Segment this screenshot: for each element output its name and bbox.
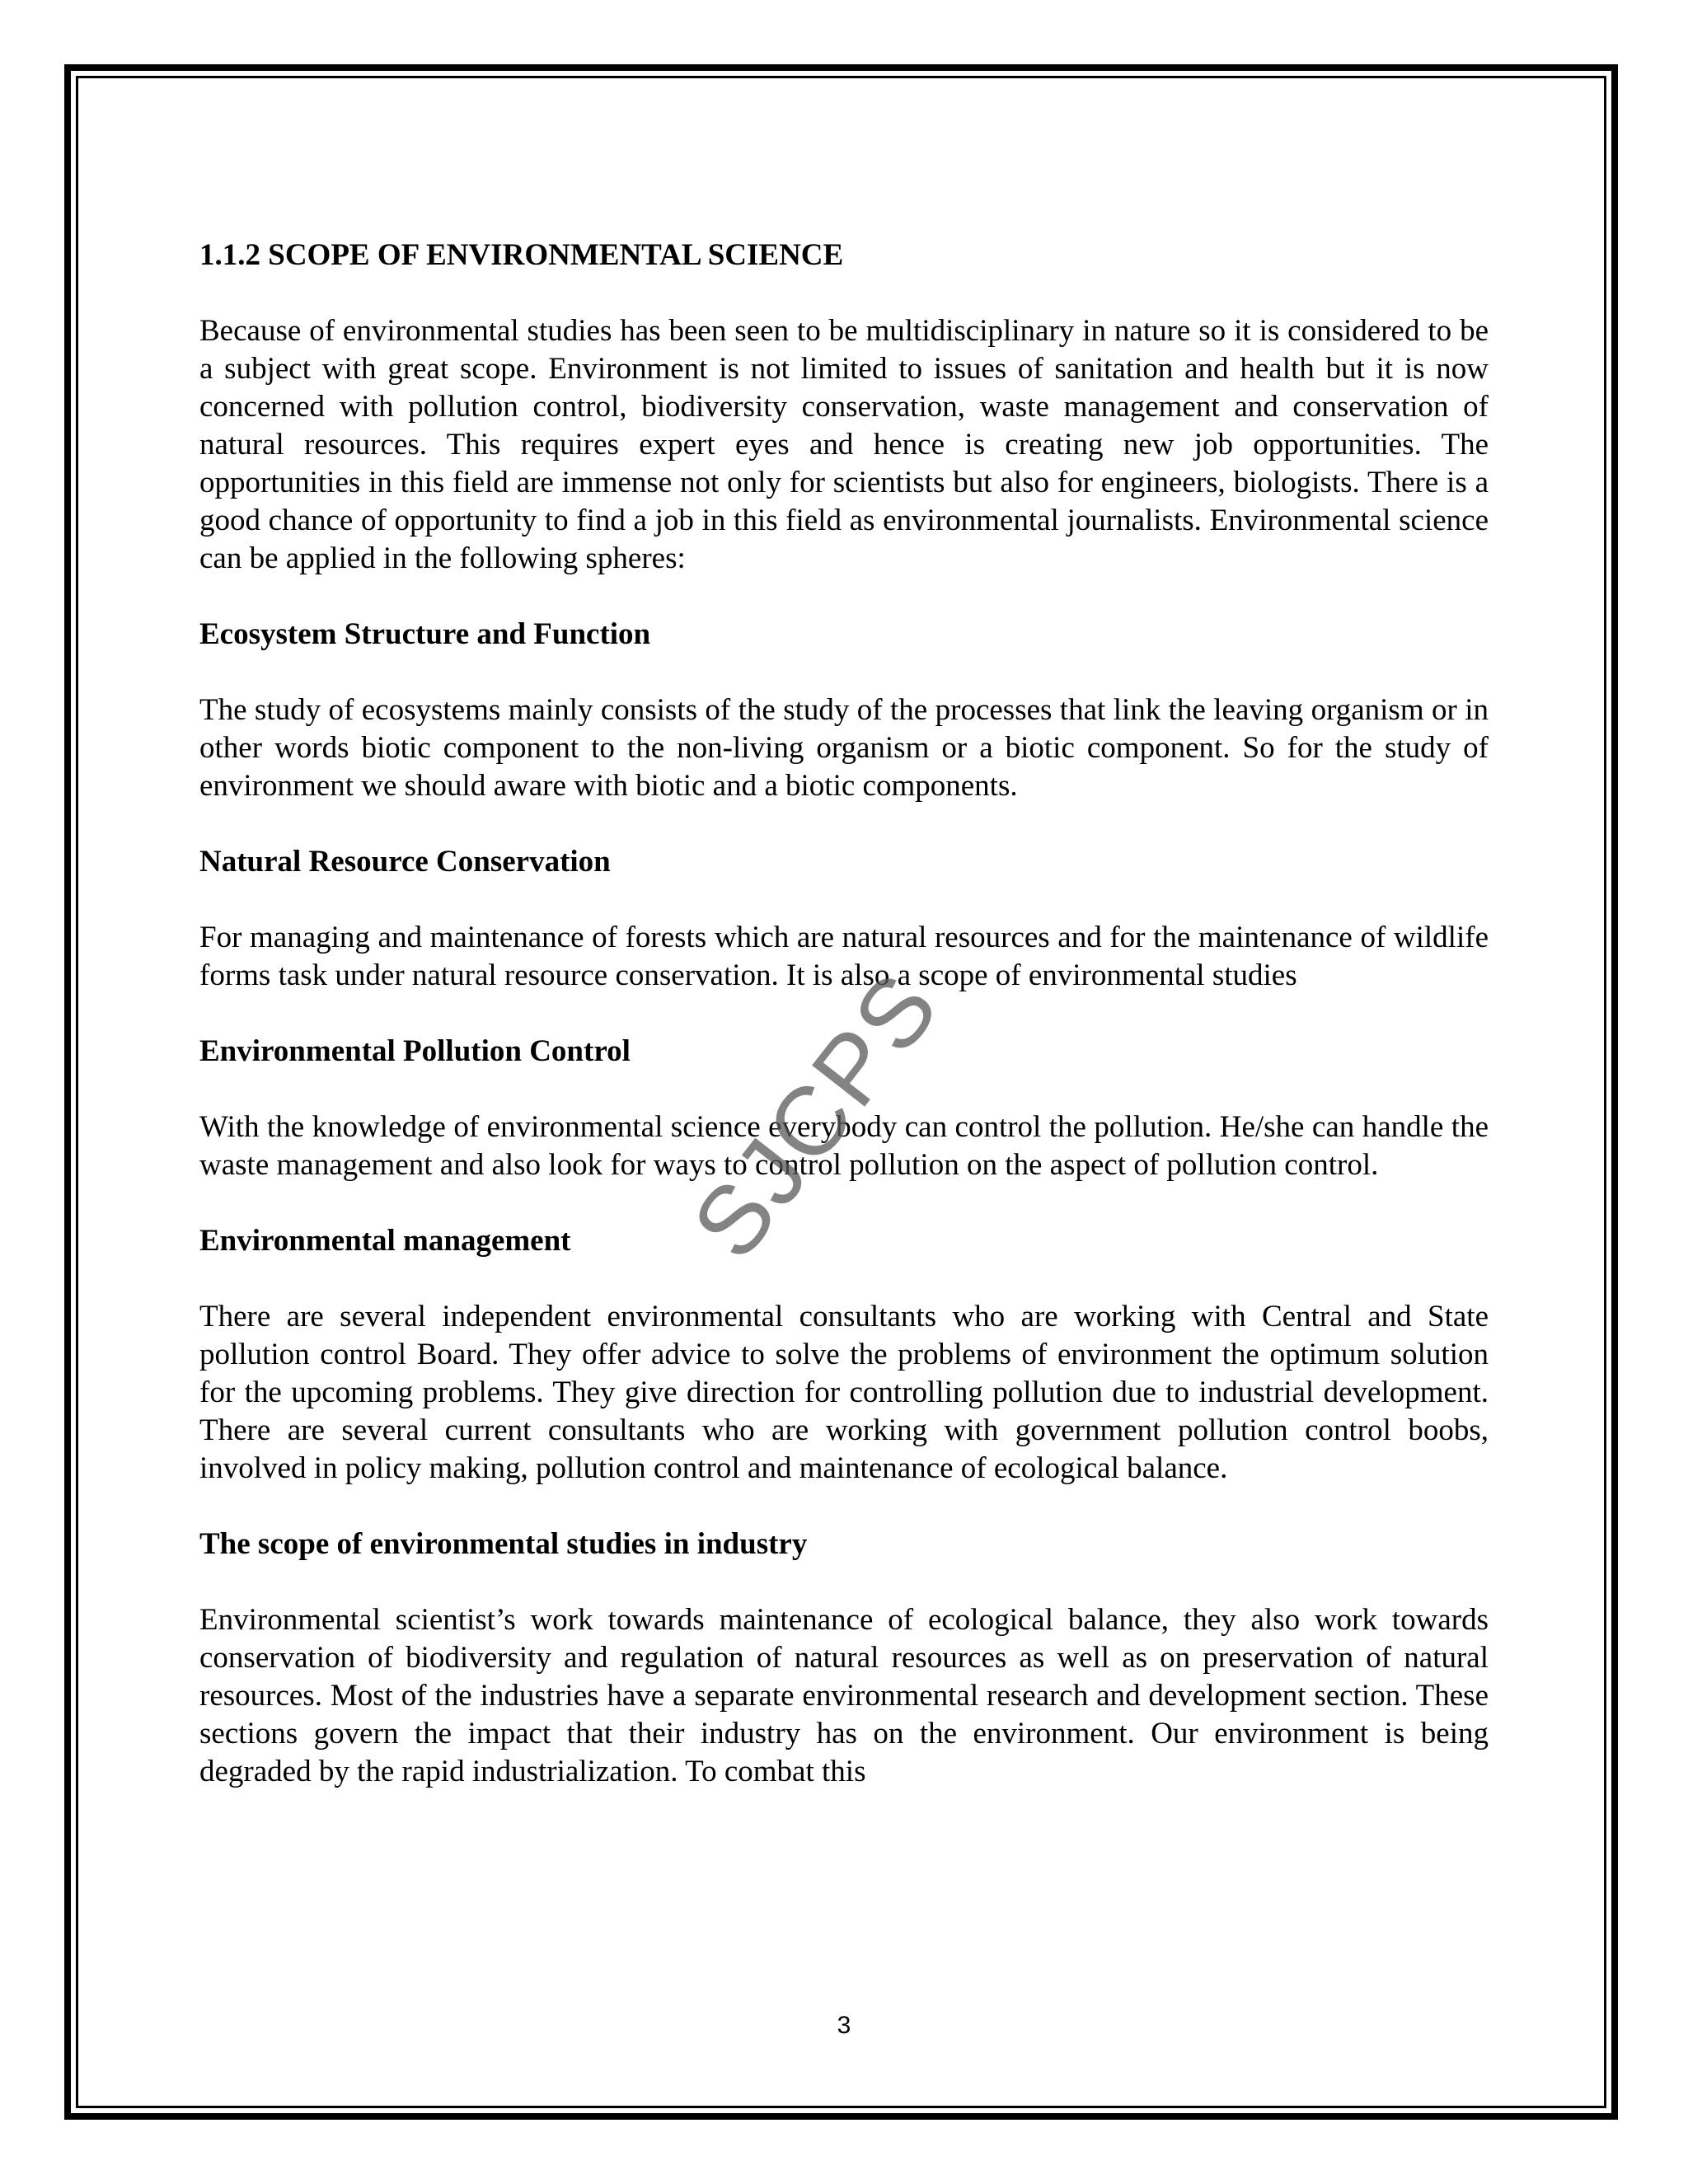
watermark: SJCPS — [671, 951, 961, 1279]
paragraph-industry-scope: Environmental scientist’s work towards maintenance of ecological balance, they also work towards conservation of biodiversity and regulation of natural resources as well as on preservation of natural resources. Most of the industries have a separate environmental research and development section. These sections govern the impact that their industry has on the environment. Our environment is being degraded by the rapid industrialization. To combat this — [199, 1603, 1489, 1788]
heading-pollution-control: Environmental Pollution Control — [199, 1034, 631, 1068]
section-title: 1.1.2 SCOPE OF ENVIRONMENTAL SCIENCE — [199, 238, 844, 272]
paragraph-ecosystem: The study of ecosystems mainly consists of the study of the processes that link the leaving organism or in other words biotic component to the non-living organism or a biotic component. So for the study of environment we should aware with biotic and a biotic components. — [199, 693, 1489, 803]
heading-environmental-management: Environmental management — [199, 1224, 571, 1258]
page-number: 3 — [837, 2012, 851, 2039]
intro-paragraph: Because of environmental studies has been seen to be multidisciplinary in nature so it is considered to be a subject with great scope. Environment is not limited to issues of sanitation and health but it is now concerned with pollution control, biodiversity conservation, waste management and conservation of natural resources. This requires expert eyes and hence is creating new job opportunities. The opportunities in this field are immense not only for scientists but also for engineers, biologists. There is a good chance of opportunity to find a job in this field as environmental journalists. Environmental science can be applied in the following spheres: — [199, 314, 1489, 575]
paragraph-environmental-management: There are several independent environmental consultants who are working with Central and State pollution control Board. They offer advice to solve the problems of environment the optimum solution for the upcoming problems. They give direction for controlling pollution due to industrial development. There are several current consultants who are working with government pollution control boobs, involved in policy making, pollution control and maintenance of ecological balance. — [199, 1300, 1489, 1485]
paragraph-natural-resource: For managing and maintenance of forests which are natural resources and for the maintenance of wildlife forms task under natural resource conservation. It is also a scope of environmental studies — [199, 921, 1489, 992]
heading-natural-resource: Natural Resource Conservation — [199, 845, 611, 879]
paragraph-pollution-control: With the knowledge of environmental science everybody can control the pollution. He/she can handle the waste management and also look for ways to control pollution on the aspect of pollution control. — [199, 1110, 1489, 1182]
heading-ecosystem: Ecosystem Structure and Function — [199, 617, 651, 651]
heading-industry-scope: The scope of environmental studies in industry — [199, 1527, 808, 1561]
